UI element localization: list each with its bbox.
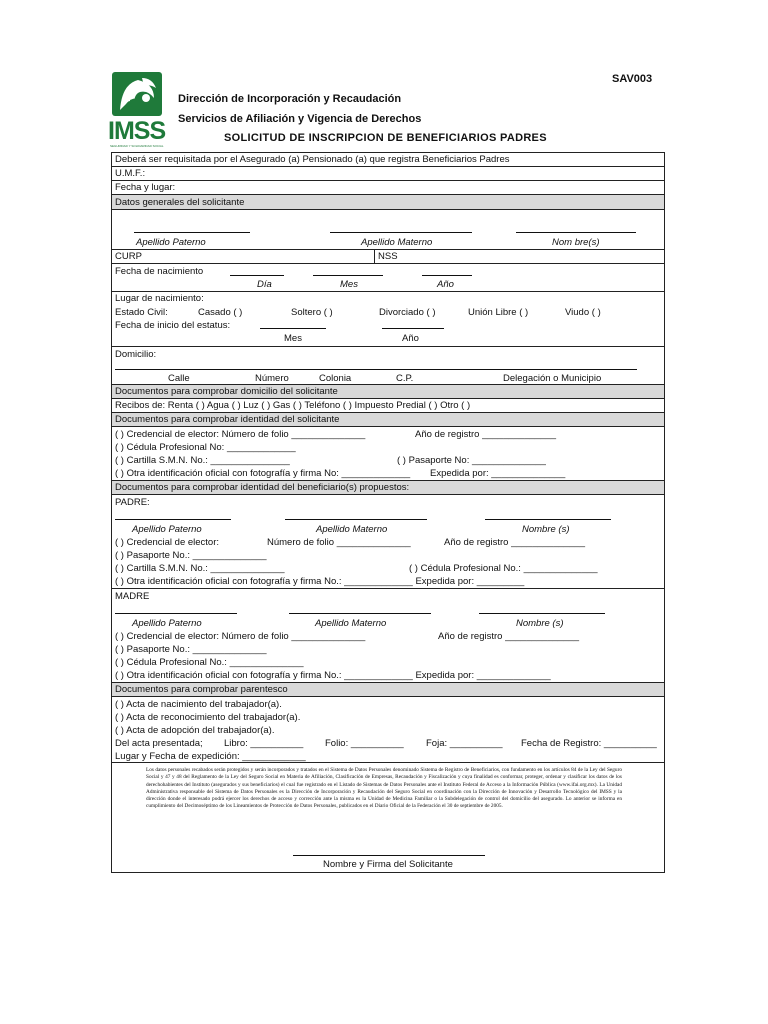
padre-apellido-materno-label: Apellido Materno	[316, 524, 388, 535]
dia-label: Día	[257, 279, 272, 290]
estatus-anio-field[interactable]	[382, 328, 444, 329]
estatus-anio-label: Año	[402, 333, 419, 344]
madre-block	[112, 589, 664, 683]
padre-credencial-option[interactable]: ( ) Credencial de elector:	[115, 537, 220, 548]
curp-label: CURP	[115, 251, 142, 262]
solicitante-cartilla-option[interactable]: ( ) Cartilla S.M.N. No.: _______________	[115, 455, 290, 466]
dia-field[interactable]	[230, 275, 284, 276]
padre-cartilla-option[interactable]: ( ) Cartilla S.M.N. No.: ______________	[115, 563, 285, 574]
estatus-mes-field[interactable]	[260, 328, 326, 329]
domicilio-row	[112, 347, 664, 385]
recibos-row	[112, 399, 664, 413]
recibos-options[interactable]: Recibos de: Renta ( ) Agua ( ) Luz ( ) Gas ( ) Teléfono ( ) Impuesto Predial ( ) Otro ( )	[115, 400, 471, 411]
fecha-nacimiento-row	[112, 264, 664, 292]
padre-apellido-materno-field[interactable]	[285, 519, 427, 520]
estado-civil-label: Estado Civil:	[115, 307, 168, 318]
soltero-option[interactable]: Soltero ( )	[291, 307, 333, 318]
lugar-nacimiento-label: Lugar de nacimiento:	[115, 293, 204, 304]
section-identidad-solicitante	[112, 413, 664, 427]
nss-label: NSS	[378, 251, 398, 262]
solicitante-credencial-option[interactable]: ( ) Credencial de elector: Número de folio ______________	[115, 429, 366, 440]
solicitante-anio-registro[interactable]: Año de registro ______________	[415, 429, 557, 440]
domicilio-field[interactable]	[115, 369, 637, 370]
section-parentesco-title: Documentos para comprobar parentesco	[115, 684, 288, 695]
acta-adopcion-option[interactable]: ( ) Acta de adopción del trabajador(a).	[115, 725, 275, 736]
madre-apellido-paterno-field[interactable]	[115, 613, 237, 614]
delegacion-label: Delegación o Municipio	[503, 373, 602, 384]
madre-anio-registro[interactable]: Año de registro ______________	[438, 631, 580, 642]
anio-field[interactable]	[422, 275, 472, 276]
padre-anio-registro[interactable]: Año de registro ______________	[444, 537, 586, 548]
footer-block	[112, 763, 664, 872]
lugar-fecha-expedicion-field[interactable]: Lugar y Fecha de expedición: ____________	[115, 751, 306, 762]
section-solicitante-title: Datos generales del solicitante	[115, 197, 245, 208]
padre-apellido-paterno-label: Apellido Paterno	[132, 524, 202, 535]
umf-row[interactable]	[112, 167, 664, 181]
casado-option[interactable]: Casado ( )	[198, 307, 243, 318]
section-domicilio-docs-title: Documentos para comprobar domicilio del solicitante	[115, 386, 338, 397]
mes-field[interactable]	[313, 275, 383, 276]
madre-otra-option[interactable]: ( ) Otra identificación oficial con fotografía y firma No.: _____________ Expedida por: ______________	[115, 670, 551, 681]
section-parentesco	[112, 683, 664, 697]
fecha-registro-field[interactable]: Fecha de Registro: __________	[521, 738, 657, 749]
padre-numero-folio[interactable]: Número de folio ______________	[267, 537, 411, 548]
divorciado-option[interactable]: Divorciado ( )	[379, 307, 436, 318]
imss-logo	[108, 70, 168, 150]
cp-label: C.P.	[396, 373, 414, 384]
title-servicios: Servicios de Afiliación y Vigencia de Derechos	[178, 113, 422, 125]
mes-label: Mes	[340, 279, 358, 290]
domicilio-label: Domicilio:	[115, 349, 157, 360]
acta-nacimiento-option[interactable]: ( ) Acta de nacimiento del trabajador(a).	[115, 699, 282, 710]
libro-field[interactable]: Libro: __________	[224, 738, 304, 749]
estatus-mes-label: Mes	[284, 333, 302, 344]
umf-label: U.M.F.:	[115, 168, 146, 179]
lugar-estado-row	[112, 292, 664, 347]
apellido-materno-field[interactable]	[330, 232, 472, 233]
signature-label: Nombre y Firma del Solicitante	[323, 859, 453, 870]
title-direccion: Dirección de Incorporación y Recaudación	[178, 93, 402, 105]
solicitante-pasaporte-option[interactable]: ( ) Pasaporte No: ______________	[397, 455, 546, 466]
fecha-nacimiento-label: Fecha de nacimiento	[115, 266, 204, 277]
form-code: SAV003	[612, 73, 653, 85]
curp-nss-divider	[374, 250, 375, 263]
padre-otra-option[interactable]: ( ) Otra identificación oficial con fotografía y firma No.: _____________ Expedida por: _________	[115, 576, 525, 587]
logo-subtext: SEGURIDAD Y SOLIDARIDAD SOCIAL	[110, 144, 164, 148]
fecha-lugar-label: Fecha y lugar:	[115, 182, 176, 193]
form-title: SOLICITUD DE INSCRIPCION DE BENEFICIARIOS PADRES	[224, 132, 547, 144]
apellido-paterno-field[interactable]	[134, 232, 250, 233]
padre-nombres-field[interactable]	[485, 519, 611, 520]
madre-label: MADRE	[115, 591, 150, 602]
signature-field[interactable]	[293, 855, 485, 856]
logo-text: IMSS	[108, 117, 166, 145]
padre-pasaporte-option[interactable]: ( ) Pasaporte No.: ______________	[115, 550, 267, 561]
colonia-label: Colonia	[319, 373, 352, 384]
apellido-paterno-label: Apellido Paterno	[136, 237, 206, 248]
madre-cedula-option[interactable]: ( ) Cédula Profesional No.: ______________	[115, 657, 304, 668]
madre-pasaporte-option[interactable]: ( ) Pasaporte No.: ______________	[115, 644, 267, 655]
padre-apellido-paterno-field[interactable]	[115, 519, 231, 520]
madre-apellido-paterno-label: Apellido Paterno	[132, 618, 202, 629]
solicitante-expedida[interactable]: Expedida por: ______________	[430, 468, 566, 479]
solicitante-names-row	[112, 210, 664, 250]
section-identidad-beneficiarios-title: Documentos para comprobar identidad del beneficiario(s) propuestos:	[115, 482, 410, 493]
fecha-lugar-row[interactable]	[112, 181, 664, 195]
instruction-row	[112, 153, 664, 167]
fecha-inicio-estatus-label: Fecha de inicio del estatus:	[115, 320, 231, 331]
solicitante-otra-option[interactable]: ( ) Otra identificación oficial con fotografía y firma No: _____________	[115, 468, 411, 479]
padre-nombres-label: Nombre (s)	[522, 524, 570, 535]
numero-label: Número	[255, 373, 289, 384]
section-domicilio-docs	[112, 385, 664, 399]
instruction-text: Deberá ser requisitada por el Asegurado (a) Pensionado (a) que registra Beneficiarios Padres	[115, 154, 510, 165]
foja-field[interactable]: Foja: __________	[426, 738, 503, 749]
padre-cedula-option[interactable]: ( ) Cédula Profesional No.: ______________	[409, 563, 598, 574]
apellido-materno-label: Apellido Materno	[361, 237, 433, 248]
section-solicitante	[112, 195, 664, 210]
del-acta-label: Del acta presentada;	[115, 738, 203, 749]
nombres-field[interactable]	[516, 232, 636, 233]
calle-label: Calle	[168, 373, 190, 384]
identidad-solicitante-block	[112, 427, 664, 481]
folio-field[interactable]: Folio: __________	[325, 738, 404, 749]
solicitante-cedula-option[interactable]: ( ) Cédula Profesional No: _____________	[115, 442, 296, 453]
madre-apellido-materno-field[interactable]	[289, 613, 431, 614]
form-table	[111, 152, 665, 873]
padre-block	[112, 495, 664, 589]
anio-label: Año	[437, 279, 454, 290]
viudo-option[interactable]: Viudo ( )	[565, 307, 601, 318]
acta-reconocimiento-option[interactable]: ( ) Acta de reconocimiento del trabajador(a).	[115, 712, 301, 723]
union-libre-option[interactable]: Unión Libre ( )	[468, 307, 529, 318]
nombres-label: Nom bre(s)	[552, 237, 600, 248]
madre-nombres-field[interactable]	[479, 613, 605, 614]
curp-nss-row	[112, 250, 664, 264]
madre-apellido-materno-label: Apellido Materno	[315, 618, 387, 629]
legal-notice: Los datos personales recabados serán protegidos y serán incorporados y tratados en el Sistema de Datos Personales denominado Sistema de Registro de Beneficiarios, con fundamento en los artículos 84 de la Ley del Seguro Social y 47 y 48 del Reglamento de la Ley del Seguro Social en Materia de Afiliación, Clasificación de Empresas, Recaudación y Fiscalización y cuya finalidad es conformar, proteger, ordenar y clasificar los datos de los derechohabientes del Instituto (asegurados y sus beneficiarios) el cual fue registrado en el Listado de Sistemas de Datos Personales ante el Instituto Federal de Acceso a la Información Pública (www.ifai.org.mx). La Unidad Administrativa responsable del Sistema de Datos Personales es la Dirección de Incorporación y Recaudación del Seguro Social en coordinación con la Dirección de Innovación y Desarrollo Tecnológico del IMSS y la dirección donde el interesado podrá ejercer los derechos de acceso y corrección ante la misma es la Unidad de Medicina Familiar o la Subdelegación de control del domicilio del asegurado. Lo anterior se informa en cumplimiento del Decimoséptimo de los Lineamientos de Protección de Datos Personales, publicados en el Diario Oficial de la Federación el 30 de septiembre de 2005.	[146, 767, 622, 810]
parentesco-block	[112, 697, 664, 763]
madre-nombres-label: Nombre (s)	[516, 618, 564, 629]
padre-label: PADRE:	[115, 497, 150, 508]
section-identidad-solicitante-title: Documentos para comprobar identidad del solicitante	[115, 414, 340, 425]
madre-credencial-option[interactable]: ( ) Credencial de elector: Número de folio ______________	[115, 631, 366, 642]
section-identidad-beneficiarios	[112, 481, 664, 495]
